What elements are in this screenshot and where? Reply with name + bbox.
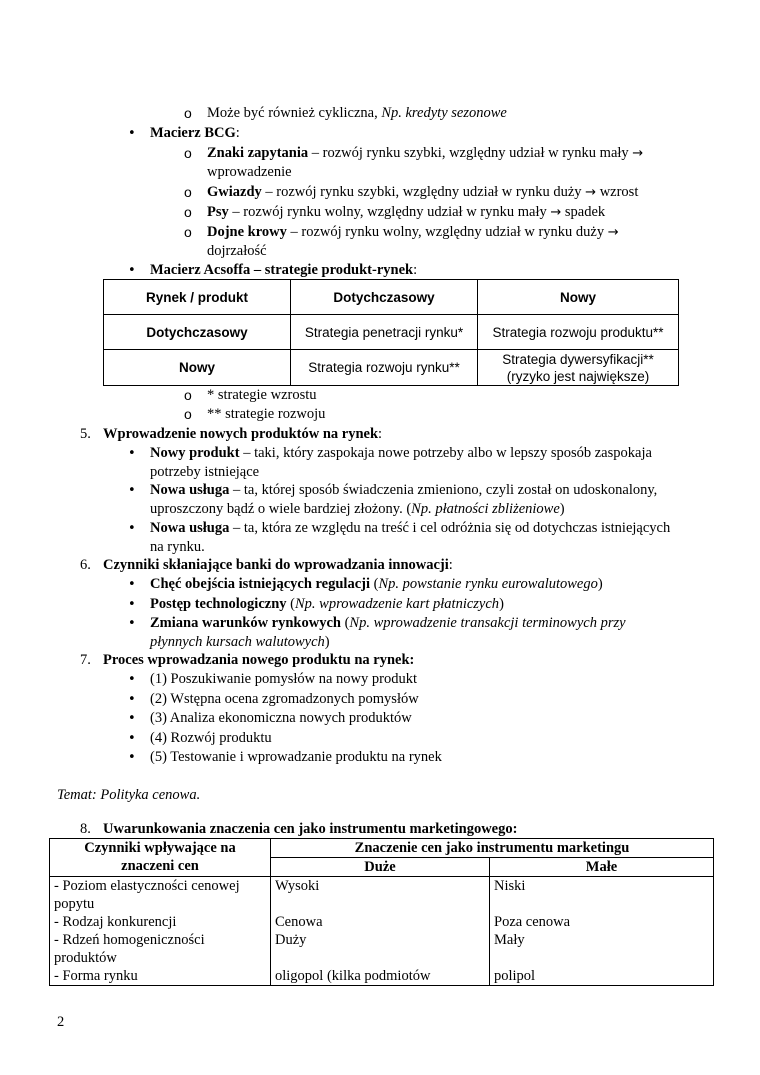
table-cell: - Rdzeń homogeniczności produktów [50, 931, 271, 967]
list-item-continuation: na rynku. [150, 539, 205, 555]
table-header-row [104, 280, 679, 315]
list-item: Psy – rozwój rynku wolny, względny udział w rynku mały → spadek [207, 204, 606, 220]
list-item: Nowa usługa – ta, której sposób świadczenia zmieniono, czyli został on udoskonalony, [150, 482, 658, 498]
list-item-continuation: wprowadzenie [207, 164, 292, 180]
table-header-cell: Małe [490, 858, 714, 877]
bullet-icon: • [128, 521, 136, 536]
table-header-cell: Duże [271, 858, 490, 877]
bullet-icon: • [128, 731, 136, 746]
table-header-cell: Nowy [478, 280, 679, 315]
list-item: Znaki zapytania – rozwój rynku szybki, względny udział w rynku mały → [207, 145, 644, 161]
list-item-continuation: płynnych kursach walutowych) [150, 634, 330, 650]
table-cell: polipol [490, 967, 714, 986]
acsoff-heading: Macierz Acsoffa – strategie produkt-rynek: [150, 262, 418, 278]
section-number: 7. [80, 652, 91, 668]
list-item-continuation: dojrzałość [207, 243, 267, 259]
table-header-cell: Czynniki wpływające na znaczeni cen [50, 839, 271, 877]
circle-bullet-icon: o [184, 406, 192, 422]
circle-bullet-icon: o [184, 224, 192, 240]
table-header-cell: Rynek / produkt [104, 280, 291, 315]
section-heading: Proces wprowadzania nowego produktu na rynek: [103, 652, 415, 668]
bullet-icon: • [128, 672, 136, 687]
list-item: Nowa usługa – ta, która ze względu na treść i cel odróżnia się od dotychczas istniejących [150, 520, 671, 536]
section-heading: Czynniki skłaniające banki do wprowadzania innowacji: [103, 557, 453, 573]
table-cell: - Poziom elastyczności cenowej popytu [50, 877, 271, 914]
topic-heading: Temat: Polityka cenowa. [57, 787, 201, 803]
table-cell: - Rodzaj konkurencji [50, 913, 271, 931]
arrow-right-icon: → [585, 185, 597, 200]
table-row [50, 913, 714, 931]
circle-bullet-icon: o [184, 387, 192, 403]
list-item: Zmiana warunków rynkowych (Np. wprowadzenie transakcji terminowych przy [150, 615, 626, 631]
table-header-cell: Dotychczasowy [291, 280, 478, 315]
list-item: Chęć obejścia istniejących regulacji (Np. powstanie rynku eurowalutowego) [150, 576, 603, 592]
arrow-right-icon: → [550, 205, 562, 220]
table-cell: Strategia penetracji rynku* [291, 315, 478, 350]
section-heading: Wprowadzenie nowych produktów na rynek: [103, 426, 383, 442]
list-item-continuation: uproszczony bądź o wiele bardziej złożony. (Np. płatności zbliżeniowe) [150, 501, 565, 517]
table-row [50, 877, 714, 914]
circle-bullet-icon: o [184, 204, 192, 220]
list-item: Postęp technologiczny (Np. wprowadzenie kart płatniczych) [150, 596, 504, 612]
footnote: ** strategie rozwoju [207, 406, 326, 422]
list-item: (5) Testowanie i wprowadzanie produktu na rynek [150, 749, 442, 765]
table-cell: Dotychczasowy [104, 315, 291, 350]
bullet-icon: • [128, 692, 136, 707]
table-row [104, 315, 679, 350]
list-item: (3) Analiza ekonomiczna nowych produktów [150, 710, 412, 726]
table-cell: Strategia rozwoju produktu** [478, 315, 679, 350]
table-cell: Niski [490, 877, 714, 914]
table-cell: oligopol (kilka podmiotów [271, 967, 490, 986]
table-row [50, 967, 714, 986]
bullet-icon: • [128, 577, 136, 592]
table-cell: Wysoki [271, 877, 490, 914]
section-number: 8. [80, 821, 91, 837]
bullet-icon: • [128, 750, 136, 765]
table-cell: Duży [271, 931, 490, 967]
list-item: Dojne krowy – rozwój rynku wolny, względny udział w rynku duży → [207, 224, 619, 240]
arrow-right-icon: → [607, 225, 619, 240]
table-row [50, 931, 714, 967]
bullet-icon: • [128, 126, 136, 141]
bullet-icon: • [128, 446, 136, 461]
table-cell: Nowy [104, 350, 291, 386]
section-number: 5. [80, 426, 91, 442]
acsoff-matrix-table [103, 279, 679, 386]
list-item: Może być również cykliczna, Np. kredyty sezonowe [207, 105, 507, 121]
circle-bullet-icon: o [184, 145, 192, 161]
footnote: * strategie wzrostu [207, 387, 317, 403]
table-row [104, 350, 679, 386]
circle-bullet-icon: o [184, 105, 192, 121]
table-cell: Strategia dywersyfikacji** (ryzyko jest największe) [478, 350, 679, 386]
table-header-row [50, 839, 714, 858]
table-header-cell: Znaczenie cen jako instrumentu marketingu [271, 839, 714, 858]
table-cell: Mały [490, 931, 714, 967]
circle-bullet-icon: o [184, 184, 192, 200]
list-item: Gwiazdy – rozwój rynku szybki, względny udział w rynku duży → wzrost [207, 184, 639, 200]
arrow-right-icon: → [632, 146, 644, 161]
section-number: 6. [80, 557, 91, 573]
bullet-icon: • [128, 597, 136, 612]
page-number: 2 [57, 1014, 65, 1030]
list-item: (4) Rozwój produktu [150, 730, 272, 746]
bullet-icon: • [128, 483, 136, 498]
list-item: (1) Poszukiwanie pomysłów na nowy produkt [150, 671, 418, 687]
list-item: Nowy produkt – taki, który zaspokaja nowe potrzeby albo w lepszy sposób zaspokaja [150, 445, 652, 461]
section-heading: Uwarunkowania znaczenia cen jako instrumentu marketingowego: [103, 821, 518, 837]
list-item: (2) Wstępna ocena zgromadzonych pomysłów [150, 691, 419, 707]
bullet-icon: • [128, 263, 136, 278]
bullet-icon: • [128, 616, 136, 631]
price-factors-table [49, 838, 714, 986]
table-cell: - Forma rynku [50, 967, 271, 986]
table-cell: Cenowa [271, 913, 490, 931]
table-cell: Strategia rozwoju rynku** [291, 350, 478, 386]
bcg-heading: Macierz BCG: [150, 125, 240, 141]
bullet-icon: • [128, 711, 136, 726]
table-cell: Poza cenowa [490, 913, 714, 931]
list-item-continuation: potrzeby istniejące [150, 464, 260, 480]
